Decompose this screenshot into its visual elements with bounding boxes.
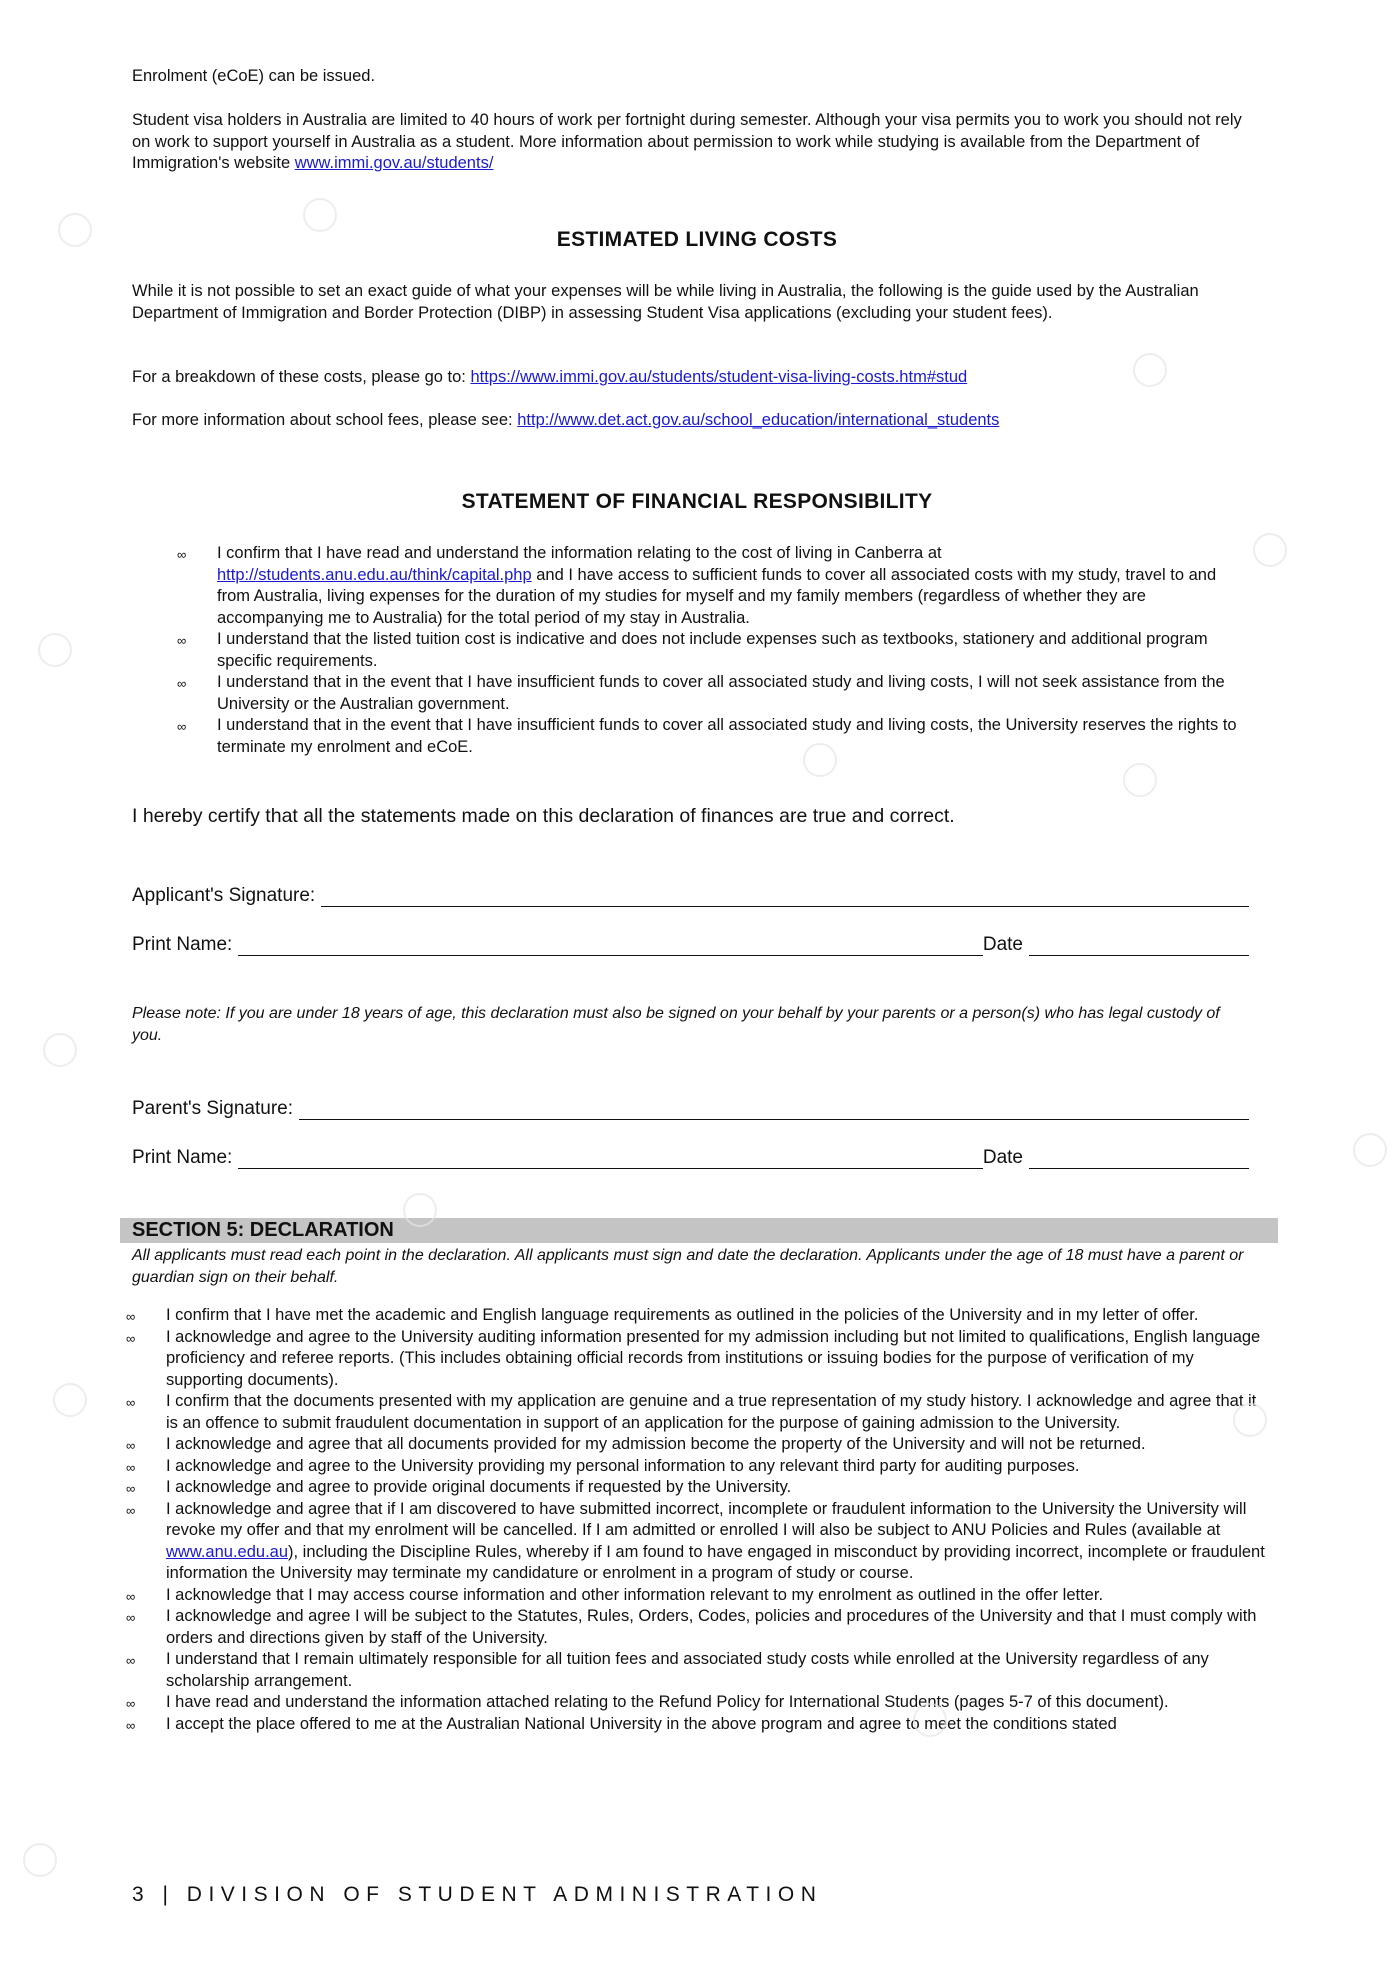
applicant-signature-label: Applicant's Signature: bbox=[132, 885, 316, 906]
immi-students-link[interactable]: www.immi.gov.au/students/ bbox=[294, 154, 494, 172]
bullet-icon: ∞ bbox=[177, 633, 187, 648]
list-item-text: I confirm that I have met the academic and English language requirements as outlined in the policies of the University and in my letter of offer. bbox=[166, 1306, 1199, 1324]
list-item-text: I acknowledge and agree to provide original documents if requested by the University. bbox=[166, 1478, 792, 1496]
parent-signature-label: Parent's Signature: bbox=[132, 1098, 293, 1119]
work-hours-text: Student visa holders in Australia are limited to 40 hours of work per fortnight during semester. Although your visa permits you to work you should not rely on work to support yourself in Australia as a student. More information about permission to work while studying is available from the Department of Immigration's website bbox=[132, 111, 1242, 172]
list-item-text: I understand that the listed tuition cost is indicative and does not include expenses such as textbooks, stationery and additional program specific requirements. bbox=[217, 630, 1208, 670]
applicant-date-label: Date bbox=[982, 934, 1023, 955]
parent-name-label: Print Name: bbox=[132, 1147, 233, 1168]
bullet-icon: ∞ bbox=[126, 1588, 136, 1604]
bullet-icon: ∞ bbox=[177, 547, 187, 562]
bullet-icon: ∞ bbox=[126, 1653, 136, 1668]
bullet-icon: ∞ bbox=[126, 1438, 136, 1453]
cost-breakdown-text: For a breakdown of these costs, please go to: bbox=[132, 368, 471, 386]
bullet-icon: ∞ bbox=[126, 1696, 136, 1711]
list-item-text: I acknowledge and agree to the University auditing information presented for my admission including but not limited to qualifications, English language proficiency and referee reports. (This includes obtaining official records from institutions or issuing bodies for the purpose of verification of my supporting documents). bbox=[166, 1327, 1261, 1389]
section-5-title: SECTION 5: DECLARATION bbox=[120, 1218, 1278, 1243]
under-18-note: Please note: If you are under 18 years of age, this declaration must also be signed on your behalf by your parents or a person(s) who has legal custody of you. bbox=[132, 1005, 1220, 1044]
bullet-icon: ∞ bbox=[177, 676, 187, 691]
bullet-icon: ∞ bbox=[126, 1502, 136, 1518]
anu-website-link[interactable]: www.anu.edu.au bbox=[166, 1542, 289, 1561]
list-item-text: I understand that I remain ultimately responsible for all tuition fees and associated study costs while enrolled at the University regardless of any scholarship arrangement. bbox=[166, 1650, 1209, 1690]
list-item-text: ), including the Discipline Rules, whereby if I am found to have engaged in misconduct by providing incorrect, incomplete or fraudulent information the University may terminate my candidature or enrolment in a program of study or course. bbox=[166, 1542, 1265, 1582]
list-item-text: I acknowledge and agree to the University providing my personal information to any relevant third party for auditing purposes. bbox=[166, 1456, 1080, 1475]
capital-cost-link[interactable]: http://students.anu.edu.au/think/capital.php bbox=[217, 565, 532, 584]
bullet-icon: ∞ bbox=[126, 1717, 136, 1733]
bullet-icon: ∞ bbox=[126, 1330, 136, 1346]
list-item-text: I acknowledge that I may access course information and other information relevant to my enrolment as outlined in the offer letter. bbox=[166, 1585, 1104, 1604]
list-item-text: I confirm that I have read and understand the information relating to the cost of living in Canberra at bbox=[217, 544, 942, 562]
list-item-text: I acknowledge and agree I will be subject to the Statutes, Rules, Orders, Codes, policies and procedures of the University and that I must comply with orders and directions given by staff of the University. bbox=[166, 1607, 1257, 1647]
bullet-icon: ∞ bbox=[126, 1481, 136, 1496]
living-costs-heading: ESTIMATED LIVING COSTS bbox=[556, 228, 838, 251]
list-item-text: I acknowledge and agree that if I am discovered to have submitted incorrect, incomplete or fraudulent information to the University the University will revoke my offer and that my enrolment will be cancelled. If I am admitted or enrolled I will also be subject to ANU Policies and Rules (available at bbox=[166, 1499, 1247, 1539]
school-fees-text: For more information about school fees, please see: bbox=[132, 411, 518, 429]
living-costs-paragraph: While it is not possible to set an exact guide of what your expenses will be while living in Australia, the following is the guide used by the Australian Department of Immigration and Border Protection (DIBP) in assessing Student Visa applications (excluding your student fees). bbox=[132, 282, 1199, 322]
living-costs-link[interactable]: https://www.immi.gov.au/students/student-visa-living-costs.htm#stud bbox=[470, 368, 968, 386]
bullet-icon: ∞ bbox=[177, 719, 187, 734]
applicant-name-label: Print Name: bbox=[132, 934, 233, 955]
list-item-text: I confirm that the documents presented with my application are genuine and a true representation of my study history. I acknowledge and agree that it is an offence to submit fraudulent documentation in support of an application for the purpose of gaining admission to the University. bbox=[166, 1392, 1257, 1432]
list-item-text: I acknowledge and agree that all documents provided for my admission become the property of the University and will not be returned. bbox=[166, 1435, 1146, 1453]
list-item-text: I accept the place offered to me at the Australian National University in the above program and agree to meet the conditions stated bbox=[166, 1714, 1117, 1733]
list-item-text: I have read and understand the information attached relating to the Refund Policy for International Students (pages 5-7 of this document). bbox=[166, 1693, 1169, 1711]
school-fees-link[interactable]: http://www.det.act.gov.au/school_education/international_students bbox=[517, 411, 1000, 429]
financial-responsibility-heading: STATEMENT OF FINANCIAL RESPONSIBILITY bbox=[461, 490, 933, 513]
list-item-text: I understand that in the event that I have insufficient funds to cover all associated study and living costs, I will not seek assistance from the University or the Australian government. bbox=[217, 673, 1225, 713]
bullet-icon: ∞ bbox=[126, 1459, 136, 1475]
list-item-text: I understand that in the event that I have insufficient funds to cover all associated study and living costs, the University reserves the rights to terminate my enrolment and eCoE. bbox=[217, 716, 1237, 756]
intro-paragraph-1: Enrolment (eCoE) can be issued. bbox=[132, 67, 376, 85]
bullet-icon: ∞ bbox=[126, 1395, 136, 1410]
list-item-text: and I have access to sufficient funds to cover all associated costs with my study, travel to and from Australia, living expenses for the duration of my studies for myself and my family members (regardless of whether they are accompanying me to Australia) for the total period of my stay in Australia. bbox=[217, 565, 1217, 627]
page-footer: 3 | DIVISION OF STUDENT ADMINISTRATION bbox=[132, 1883, 823, 1906]
certification-statement: I hereby certify that all the statements made on this declaration of finances are true and correct. bbox=[132, 805, 955, 827]
bullet-icon: ∞ bbox=[126, 1309, 136, 1324]
bullet-icon: ∞ bbox=[126, 1610, 136, 1625]
section-5-intro: All applicants must read each point in the declaration. All applicants must sign and date the declaration. Applicants under the age of 18 must have a parent or guardian sign on their behalf. bbox=[132, 1247, 1244, 1286]
parent-date-label: Date bbox=[982, 1147, 1023, 1168]
